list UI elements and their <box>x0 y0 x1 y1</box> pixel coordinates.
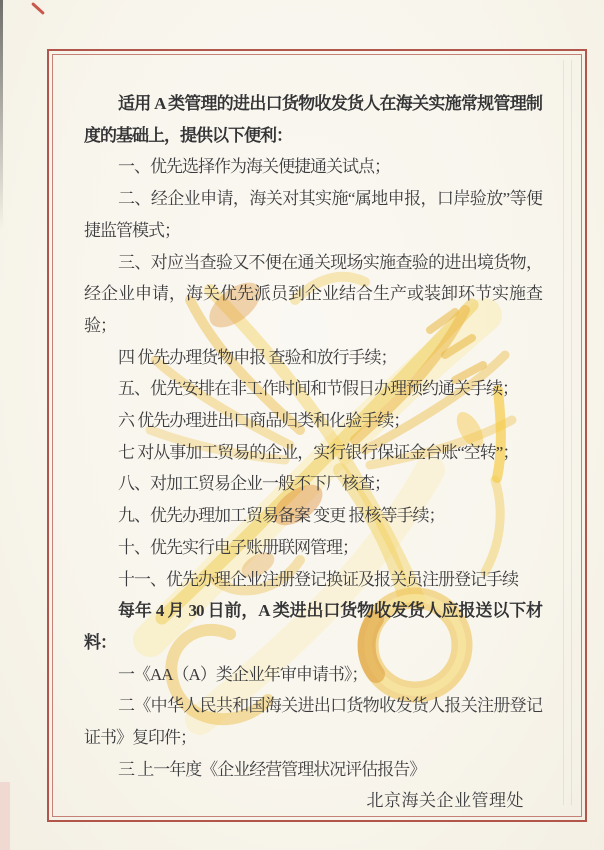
red-pen-mark <box>31 2 45 15</box>
paragraph: 三、对应当查验又不便在通关现场实施查验的进出境货物，经企业申请，海关优先派员到企业结合生产或装卸环节实施查验； <box>84 252 542 335</box>
paragraph: 九、优先办理加工贸易备案 变更 报核等手续； <box>118 506 445 526</box>
paragraph: 二、经企业申请，海关对其实施“属地申报，口岸验放”等便捷监管模式； <box>84 189 542 240</box>
paragraph: 二《中华人民共和国海关进出口货物收发货人报关注册登记证书》复印件； <box>84 696 542 748</box>
paragraph: 十、优先实行电子账册联网管理； <box>118 537 358 557</box>
paragraph: 四 优先办理货物申报 查验和放行手续； <box>118 347 397 367</box>
paragraph: 三 上一年度《企业经营管理状况评估报告》 <box>118 759 426 779</box>
scan-edge-tint <box>0 782 10 850</box>
document-body <box>84 88 542 817</box>
paragraph: 八、对加工贸易企业一般不下厂核查； <box>118 474 390 494</box>
paragraph: 一《AA（A）类企业年审申请书》； <box>118 664 368 684</box>
paragraph: 每年 4 月 30 日前，A 类进出口货物收发货人应报送以下材料： <box>84 601 542 652</box>
scan-streak <box>563 60 564 805</box>
paragraph: 五、优先安排在非工作时间和节假日办理预约通关手续； <box>118 379 518 399</box>
paragraph: 六 优先办理进出口商品归类和化验手续； <box>118 411 410 431</box>
paragraph: 适用 A 类管理的进出口货物收发货人在海关实施常规管理制度的基础上，提供以下便利： <box>84 94 542 145</box>
paragraph: 十一、优先办理企业注册登记换证及报关员注册登记手续 <box>118 569 518 589</box>
scan-streak <box>571 60 572 805</box>
paragraph: 一、优先选择作为海关便捷通关试点； <box>118 157 390 177</box>
signature: 北京海关企业管理处 <box>366 791 524 811</box>
paragraph: 七 对从事加工贸易的企业，实行银行保证金台账“空转”； <box>118 442 519 462</box>
scan-edge-shadow <box>0 0 3 230</box>
